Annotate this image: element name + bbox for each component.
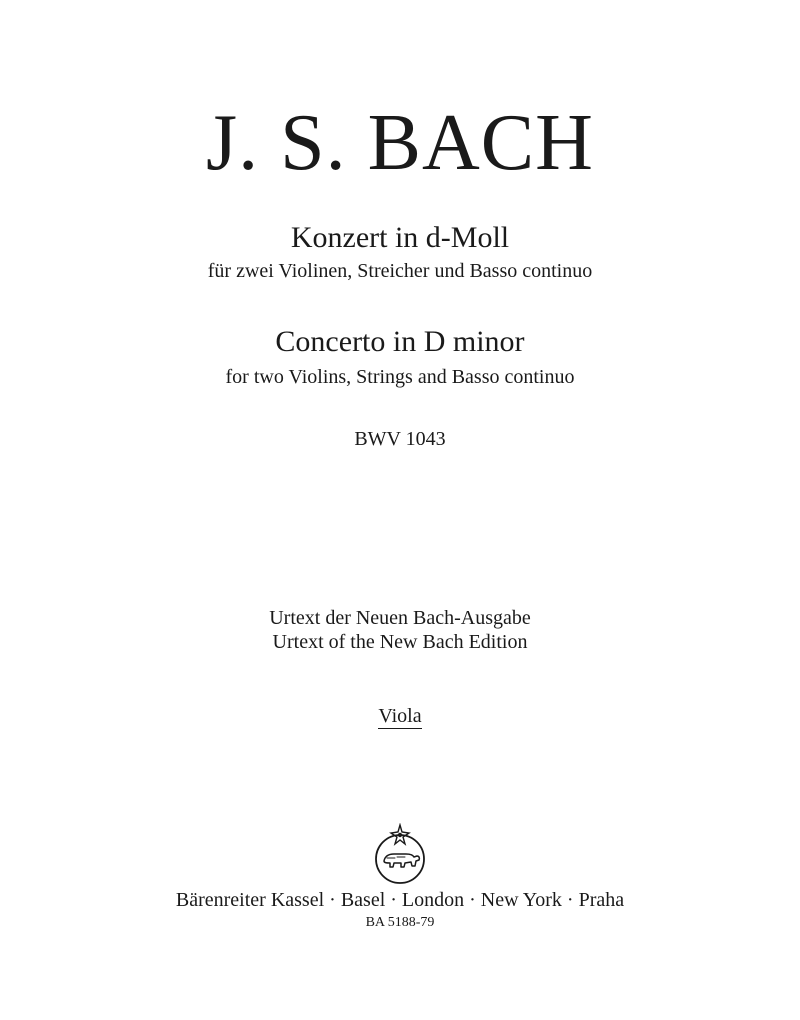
publisher-line: Bärenreiter Kassel · Basel · London · New York · Praha bbox=[175, 889, 625, 911]
subtitle-german: für zwei Violinen, Streicher und Basso continuo bbox=[207, 260, 593, 282]
baerenreiter-bear-icon bbox=[372, 823, 428, 885]
publisher-logo-graphic bbox=[372, 823, 428, 885]
urtext-english: Urtext of the New Bach Edition bbox=[272, 631, 528, 653]
part-label bbox=[0, 703, 800, 729]
logo-circle bbox=[376, 835, 424, 883]
title-english: Concerto in D minor bbox=[275, 325, 525, 358]
catalog-number: BWV 1043 bbox=[354, 428, 446, 450]
part-label-text: Viola bbox=[378, 705, 422, 727]
bear-icon bbox=[384, 854, 419, 867]
edition-number: BA 5188-79 bbox=[365, 915, 435, 930]
title-german: Konzert in d-Moll bbox=[290, 221, 510, 254]
subtitle-english: for two Violins, Strings and Basso continuo bbox=[225, 366, 575, 388]
composer-name: J. S. BACH bbox=[206, 99, 594, 187]
urtext-german: Urtext der Neuen Bach-Ausgabe bbox=[269, 607, 531, 629]
